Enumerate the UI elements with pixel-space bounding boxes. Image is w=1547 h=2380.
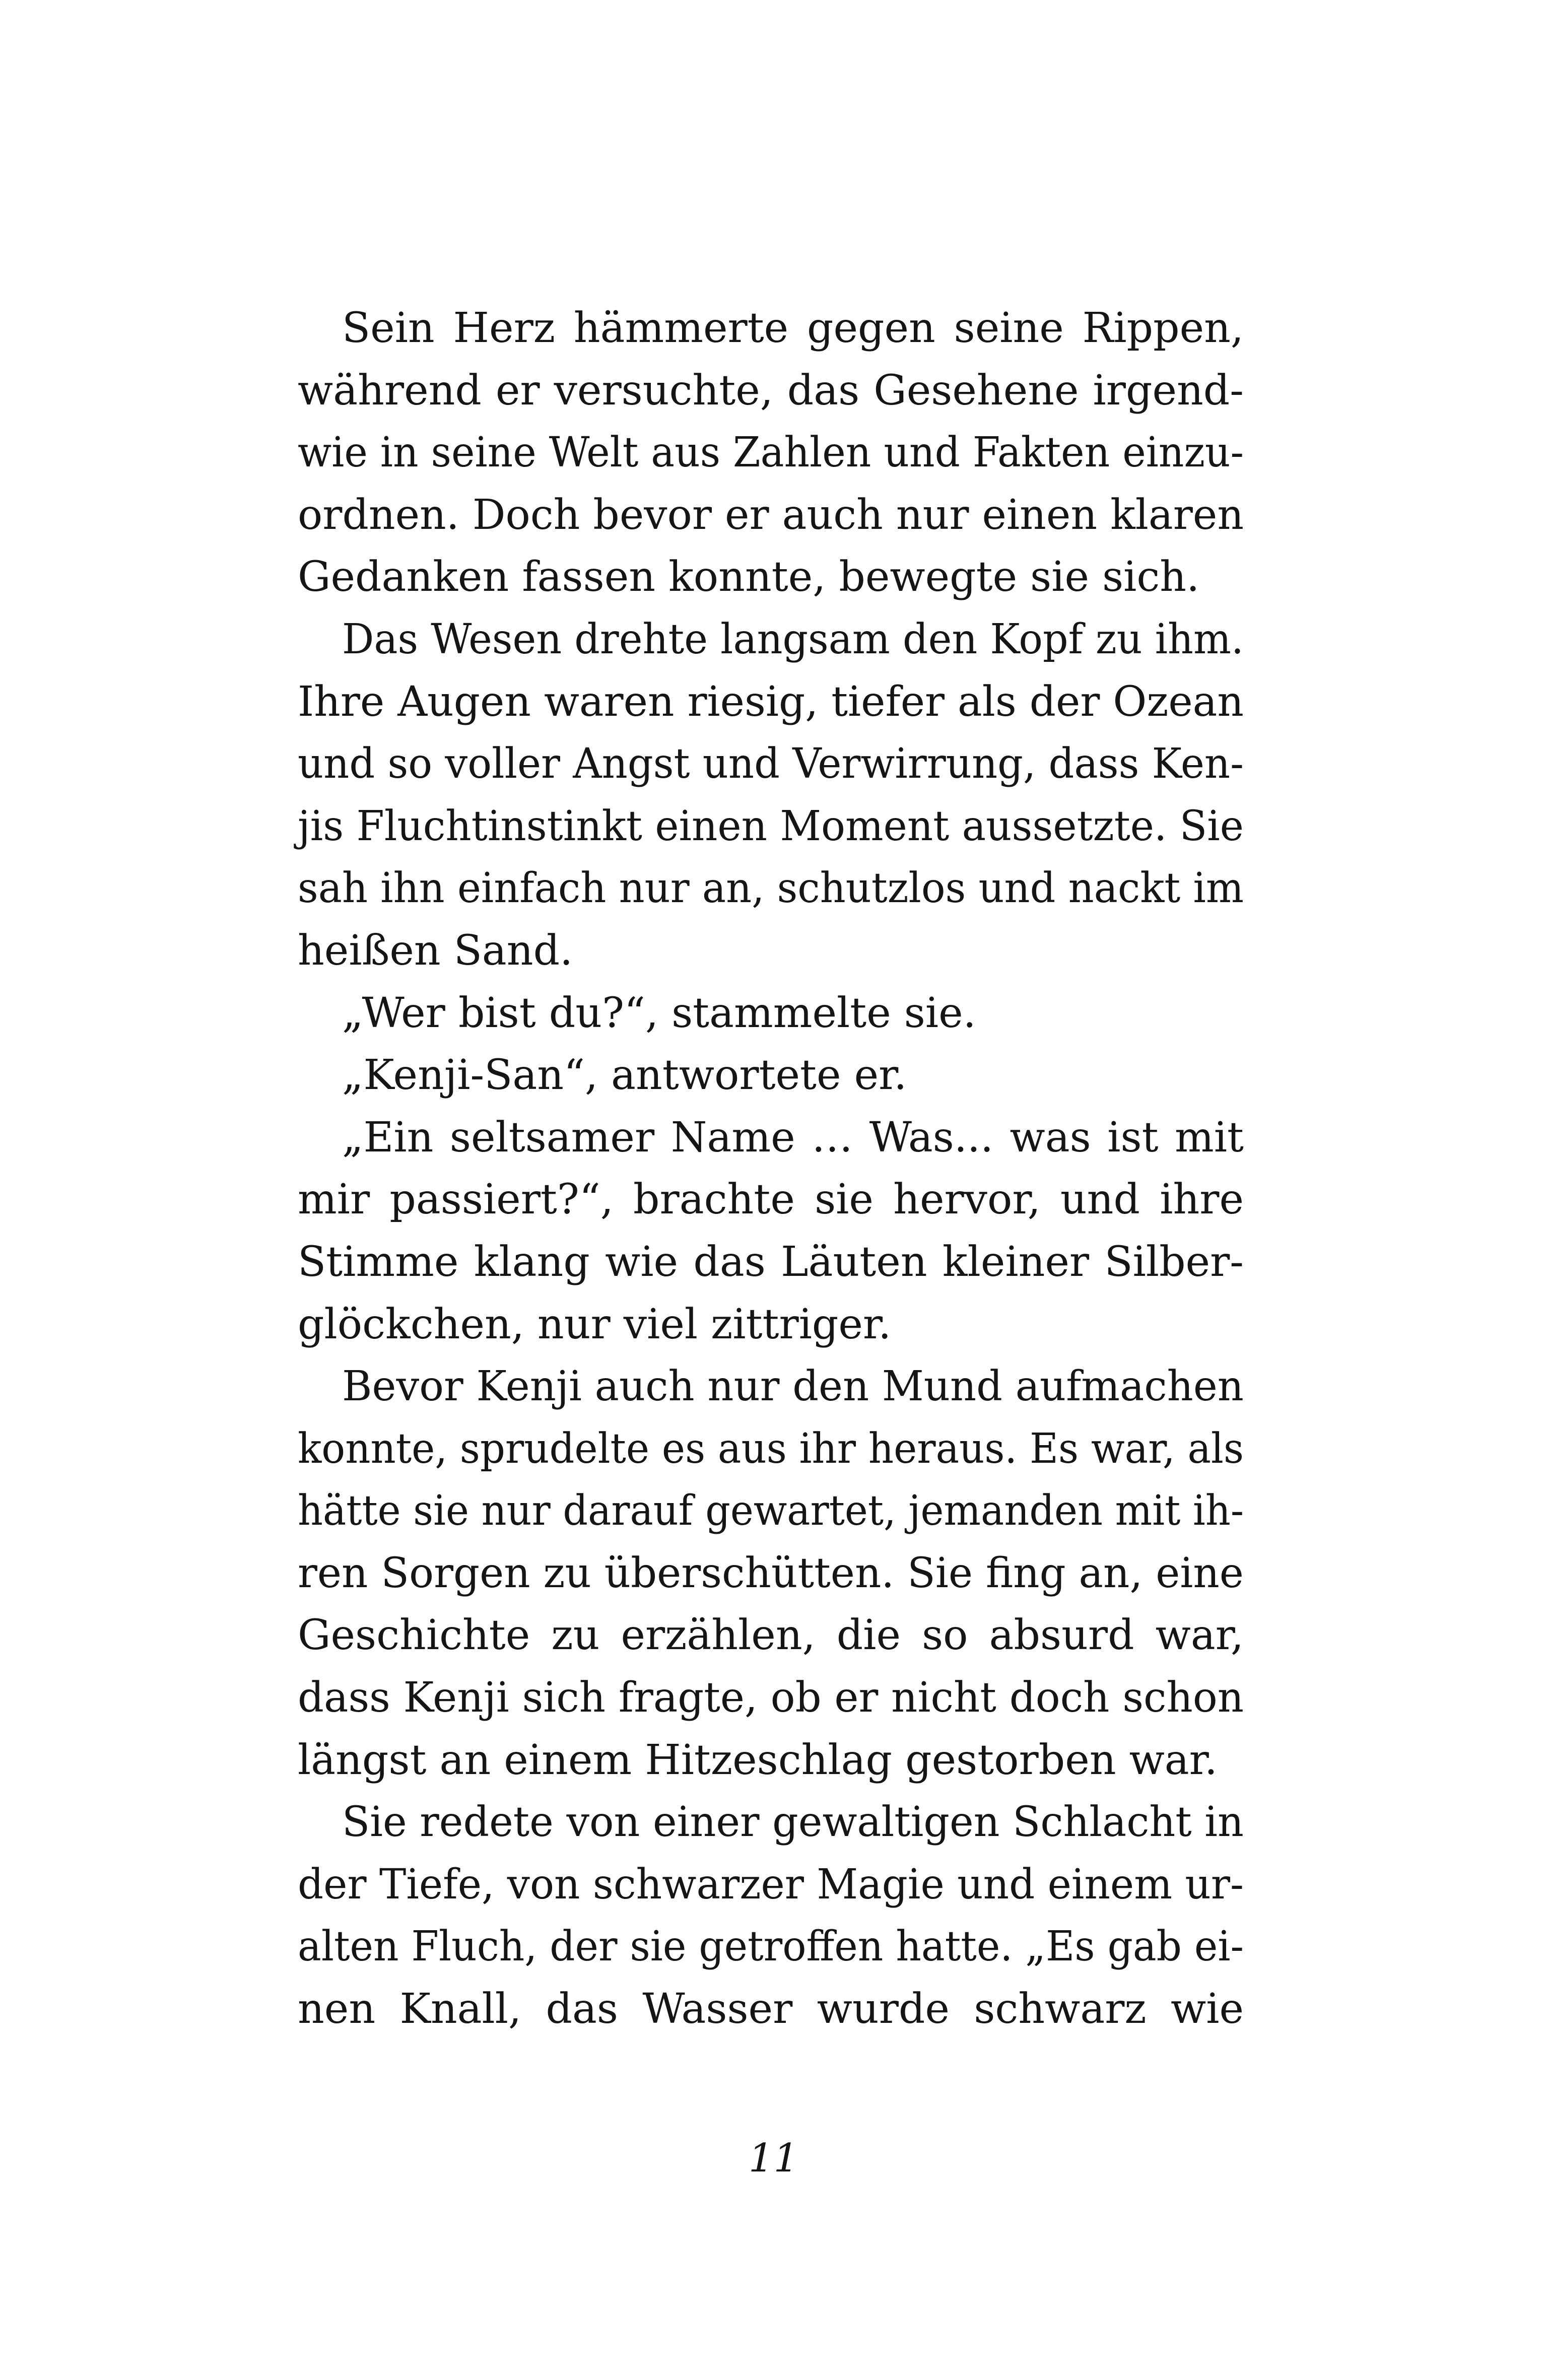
text-line: der Tiefe, von schwarzer Magie und einem ur- <box>298 1860 1244 1909</box>
text-line: Geschichte zu erzählen, die so absurd war, <box>298 1611 1244 1660</box>
text-line: alten Fluch, der sie getroffen hatte. „Es gab ei- <box>298 1923 1244 1971</box>
text-line: wie in seine Welt aus Zahlen und Fakten einzu- <box>298 429 1244 477</box>
body-text <box>298 297 1244 2041</box>
text-line: während er versuchte, das Gesehene irgend- <box>298 366 1244 415</box>
text-line: Gedanken fassen konnte, bewegte sie sich. <box>298 553 1200 601</box>
text-line: Das Wesen drehte langsam den Kopf zu ihm. <box>342 615 1244 663</box>
text-line: heißen Sand. <box>298 926 573 975</box>
text-line: „Ein seltsamer Name … Was... was ist mit <box>342 1113 1244 1162</box>
page-number: 11 <box>748 2136 799 2181</box>
text-line: „Kenji-San“, antwortete er. <box>342 1051 907 1100</box>
text-line: Ihre Augen waren riesig, tiefer als der Ozean <box>298 677 1244 726</box>
text-line: Sein Herz hämmerte gegen seine Rippen, <box>342 304 1244 352</box>
text-line: glöckchen, nur viel zittriger. <box>298 1300 892 1348</box>
text-line: dass Kenji sich fragte, ob er nicht doch schon <box>298 1674 1244 1722</box>
text-line: jis Fluchtinstinkt einen Moment aussetzte. Sie <box>298 802 1244 850</box>
text-line: Bevor Kenji auch nur den Mund aufmachen <box>342 1363 1244 1411</box>
text-line: ren Sorgen zu überschütten. Sie fing an, eine <box>298 1549 1244 1597</box>
text-line: konnte, sprudelte es aus ihr heraus. Es war, als <box>298 1424 1244 1473</box>
text-line: sah ihn einfach nur an, schutzlos und nackt im <box>298 864 1244 913</box>
text-line: Sie redete von einer gewaltigen Schlacht in <box>342 1798 1244 1847</box>
text-line: „Wer bist du?“, stammelte sie. <box>342 989 976 1037</box>
text-line: längst an einem Hitzeschlag gestorben war. <box>298 1736 1218 1784</box>
text-line: hätte sie nur darauf gewartet, jemanden mit ih- <box>298 1487 1244 1535</box>
text-line: ordnen. Doch bevor er auch nur einen klaren <box>298 491 1244 539</box>
text-line: nen Knall, das Wasser wurde schwarz wie <box>298 1985 1244 2033</box>
text-line: mir passiert?“, brachte sie hervor, und ihre <box>298 1176 1244 1224</box>
text-line: Stimme klang wie das Läuten kleiner Silber- <box>298 1238 1244 1286</box>
text-line: und so voller Angst und Verwirrung, dass Ken- <box>298 740 1244 788</box>
